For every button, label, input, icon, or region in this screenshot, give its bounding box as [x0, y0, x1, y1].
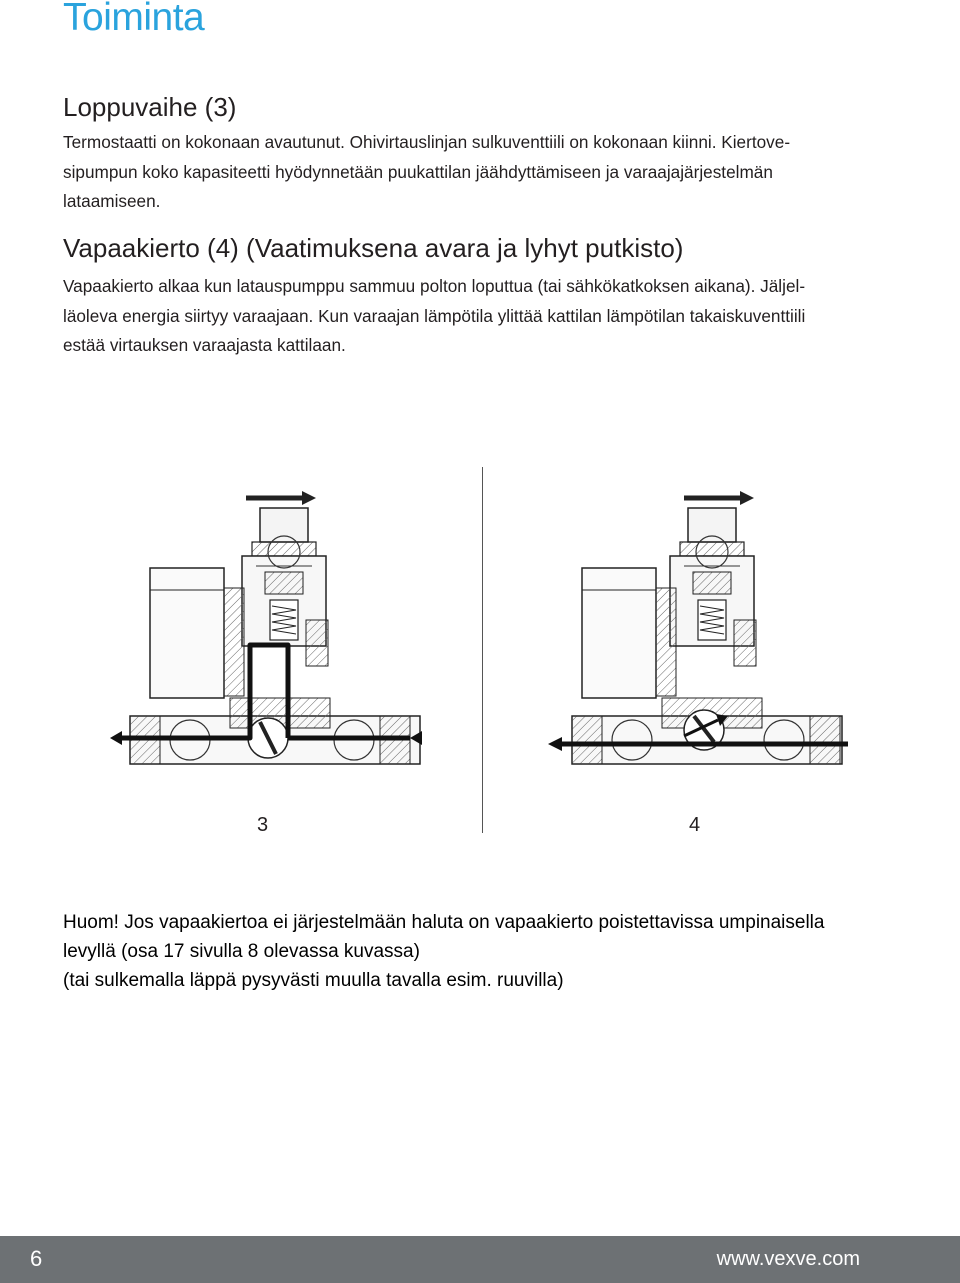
figure-divider: [482, 467, 483, 833]
page-number: 6: [30, 1246, 43, 1271]
figure-label-3: 3: [257, 814, 269, 836]
paragraph-line: Termostaatti on kokonaan avautunut. Ohivirtauslinjan sulkuventtiili on kokonaan kiinni. Kiertove-: [63, 132, 791, 152]
arrow-head-left: [110, 731, 122, 745]
paragraph-line: Vapaakierto alkaa kun latauspumppu sammuu polton loputtua (tai sähkökatkoksen aikana). Jäljel-: [63, 276, 806, 296]
note-paragraph: [63, 908, 923, 995]
paragraph-line: lataamiseen.: [63, 191, 161, 211]
section-paragraph-loppuvaihe: [63, 128, 893, 217]
valve-diagram-natural-circulation: [548, 490, 868, 790]
note-line: Huom! Jos vapaakiertoa ei järjestelmään haluta on vapaakierto poistettavissa umpinaisella: [63, 912, 825, 933]
pump-motor: [582, 568, 656, 698]
paragraph-line: sipumpun koko kapasiteetti hyödynnetään puukattilan jäähdyttämiseen ja varaajajärjestelmän: [63, 161, 773, 182]
note-line: levyllä (osa 17 sivulla 8 olevassa kuvassa): [63, 941, 420, 962]
paragraph-line: läoleva energia siirtyy varaajaan. Kun varaajan lämpötila ylittää kattilan lämpötilan takaiskuventtiili: [63, 305, 806, 326]
page-title: Toiminta: [63, 0, 205, 39]
arrow-head-top: [740, 491, 754, 505]
pump-motor: [150, 568, 224, 698]
section-heading-vapaakierto: Vapaakierto (4) (Vaatimuksena avara ja lyhyt putkisto): [63, 233, 684, 263]
note-line: (tai sulkemalla läppä pysyvästi muulla tavalla esim. ruuvilla): [63, 970, 564, 991]
valve-diagram-final-phase: [110, 490, 430, 790]
top-pipe: [260, 508, 308, 542]
top-pipe: [688, 508, 736, 542]
section-heading-loppuvaihe: Loppuvaihe (3): [63, 92, 237, 122]
figure-label-4: 4: [689, 814, 701, 836]
paragraph-line: estää virtauksen varaajasta kattilaan.: [63, 335, 346, 355]
section-paragraph-vapaakierto: [63, 272, 893, 361]
arrow-head-left: [548, 737, 562, 751]
footer-bar: [0, 1236, 960, 1283]
website-link[interactable]: www.vexve.com: [716, 1248, 860, 1270]
arrow-head-top: [302, 491, 316, 505]
